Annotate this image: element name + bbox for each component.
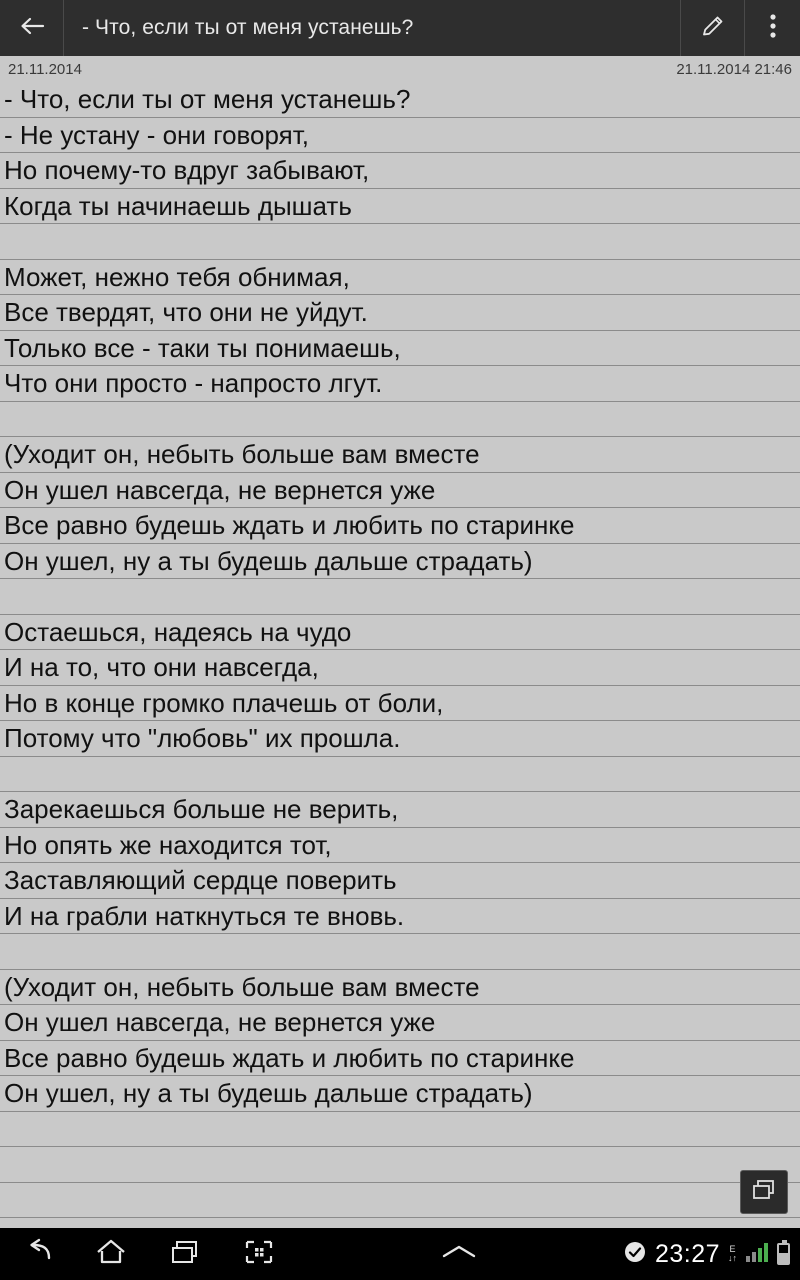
note-body[interactable] — [0, 82, 800, 1228]
note-line: - Не устану - они говорят, — [0, 118, 800, 154]
note-line: - Что, если ты от меня устанешь? — [0, 82, 800, 118]
nav-screenshot-button[interactable] — [222, 1228, 296, 1280]
overflow-menu-button[interactable] — [744, 0, 800, 56]
nav-chevron-up-icon — [441, 1242, 477, 1267]
note-line — [0, 934, 800, 970]
note-line: Когда ты начинаешь дышать — [0, 189, 800, 225]
note-line — [0, 579, 800, 615]
note-line: Что они просто - напросто лгут. — [0, 366, 800, 402]
status-area — [623, 1240, 800, 1269]
note-line: Он ушел, ну а ты будешь дальше страдать) — [0, 544, 800, 580]
note-line: Все равно будешь ждать и любить по старинке — [0, 1041, 800, 1077]
note-line: Остаешься, надеясь на чудо — [0, 615, 800, 651]
note-line — [0, 1112, 800, 1148]
note-line: (Уходит он, небыть больше вам вместе — [0, 970, 800, 1006]
created-date: 21.11.2014 — [8, 60, 82, 78]
more-vertical-icon — [769, 11, 777, 46]
multi-window-button[interactable] — [740, 1170, 788, 1214]
note-line: Зарекаешься больше не верить, — [0, 792, 800, 828]
nav-capture-icon — [244, 1239, 274, 1270]
network-type-indicator — [728, 1245, 737, 1263]
edit-button[interactable] — [680, 0, 744, 56]
note-line: Заставляющий сердце поверить — [0, 863, 800, 899]
multi-window-icon — [751, 1178, 777, 1207]
app-title-bar — [0, 0, 800, 56]
note-line — [0, 402, 800, 438]
battery-icon — [777, 1243, 790, 1265]
note-line: Но почему-то вдруг забывают, — [0, 153, 800, 189]
network-sublabel: ↓↑ — [728, 1253, 737, 1263]
note-line: Но опять же находится тот, — [0, 828, 800, 864]
nav-recents-button[interactable] — [148, 1228, 222, 1280]
note-line: Все равно будешь ждать и любить по старинке — [0, 508, 800, 544]
note-line — [0, 1183, 800, 1219]
note-line — [0, 224, 800, 260]
nav-back-button[interactable] — [0, 1228, 74, 1280]
nav-home-button[interactable] — [74, 1228, 148, 1280]
note-line — [0, 757, 800, 793]
back-button[interactable] — [0, 0, 64, 56]
status-clock: 23:27 — [654, 1239, 720, 1268]
note-line — [0, 1218, 800, 1228]
note-line: Может, нежно тебя обнимая, — [0, 260, 800, 296]
note-line: Он ушел, ну а ты будешь дальше страдать) — [0, 1076, 800, 1112]
note-line: И на то, что они навсегда, — [0, 650, 800, 686]
note-line: Он ушел навсегда, не вернется уже — [0, 1005, 800, 1041]
note-line: Только все - таки ты понимаешь, — [0, 331, 800, 367]
nav-multiwindow-button[interactable] — [422, 1228, 496, 1280]
date-strip — [0, 56, 800, 82]
system-navigation-bar — [0, 1228, 800, 1280]
check-circle-icon — [623, 1240, 647, 1269]
note-line: Он ушел навсегда, не вернется уже — [0, 473, 800, 509]
pencil-icon — [700, 13, 726, 44]
nav-recents-icon — [170, 1239, 200, 1270]
signal-bars-icon — [745, 1241, 769, 1268]
modified-date: 21.11.2014 21:46 — [676, 60, 792, 78]
note-title: - Что, если ты от меня устанешь? — [82, 16, 414, 39]
note-line: Но в конце громко плачешь от боли, — [0, 686, 800, 722]
network-label: E — [729, 1244, 736, 1254]
nav-home-icon — [95, 1238, 127, 1271]
note-line: Потому что "любовь" их прошла. — [0, 721, 800, 757]
nav-back-icon — [21, 1238, 53, 1271]
note-line: И на грабли наткнуться те вновь. — [0, 899, 800, 935]
note-line — [0, 1147, 800, 1183]
arrow-left-icon — [17, 11, 47, 46]
note-line: Все твердят, что они не уйдут. — [0, 295, 800, 331]
note-line: (Уходит он, небыть больше вам вместе — [0, 437, 800, 473]
